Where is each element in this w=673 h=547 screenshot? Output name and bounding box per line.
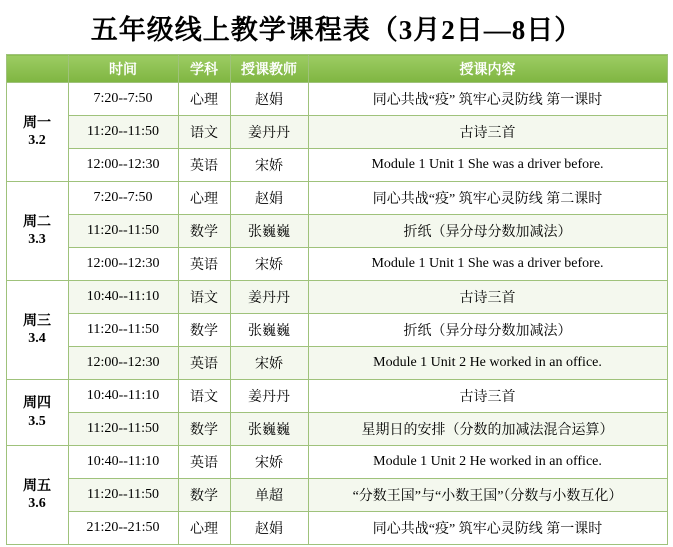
teacher-cell: 单超 [230, 479, 308, 512]
time-cell: 11:20--11:50 [68, 413, 178, 446]
table-row [6, 446, 667, 479]
time-cell: 12:00--12:30 [68, 248, 178, 281]
teacher-cell: 赵娟 [230, 512, 308, 545]
content-cell: 古诗三首 [308, 281, 667, 314]
teacher-cell: 赵娟 [230, 182, 308, 215]
time-cell: 7:20--7:50 [68, 83, 178, 116]
table-row [6, 380, 667, 413]
table-row [6, 281, 667, 314]
teacher-cell: 张巍巍 [230, 413, 308, 446]
content-cell: Module 1 Unit 1 She was a driver before. [308, 248, 667, 281]
teacher-cell: 宋娇 [230, 149, 308, 182]
content-cell: 折纸（异分母分数加减法） [308, 215, 667, 248]
day-cell-thursday [6, 380, 68, 446]
subject-cell: 数学 [178, 413, 230, 446]
day-cell-monday [6, 83, 68, 182]
time-cell: 11:20--11:50 [68, 479, 178, 512]
content-cell: Module 1 Unit 2 He worked in an office. [308, 446, 667, 479]
column-header-subject: 学科 [178, 55, 230, 83]
table-row [6, 248, 667, 281]
column-header-teacher: 授课教师 [230, 55, 308, 83]
day-cell-wednesday [6, 281, 68, 380]
teacher-cell: 张巍巍 [230, 314, 308, 347]
schedule-table [6, 54, 668, 545]
content-cell: “分数王国”与“小数王国”（分数与小数互化） [308, 479, 667, 512]
teacher-cell: 宋娇 [230, 347, 308, 380]
table-row [6, 347, 667, 380]
teacher-cell: 姜丹丹 [230, 380, 308, 413]
time-cell: 10:40--11:10 [68, 281, 178, 314]
column-header-day [6, 55, 68, 83]
content-cell: 同心共战“疫” 筑牢心灵防线 第一课时 [308, 83, 667, 116]
subject-cell: 数学 [178, 479, 230, 512]
subject-cell: 数学 [178, 314, 230, 347]
time-cell: 10:40--11:10 [68, 380, 178, 413]
column-header-time: 时间 [68, 55, 178, 83]
teacher-cell: 姜丹丹 [230, 116, 308, 149]
subject-cell: 英语 [178, 446, 230, 479]
content-cell: Module 1 Unit 2 He worked in an office. [308, 347, 667, 380]
time-cell: 11:20--11:50 [68, 116, 178, 149]
table-row [6, 215, 667, 248]
teacher-cell: 宋娇 [230, 446, 308, 479]
content-cell: Module 1 Unit 1 She was a driver before. [308, 149, 667, 182]
teacher-cell: 宋娇 [230, 248, 308, 281]
table-row [6, 149, 667, 182]
content-cell: 古诗三首 [308, 380, 667, 413]
time-cell: 12:00--12:30 [68, 149, 178, 182]
teacher-cell: 赵娟 [230, 83, 308, 116]
content-cell: 同心共战“疫” 筑牢心灵防线 第一课时 [308, 512, 667, 545]
content-cell: 折纸（异分母分数加减法） [308, 314, 667, 347]
subject-cell: 心理 [178, 512, 230, 545]
day-date: 3.2 [28, 133, 46, 148]
day-cell-friday [6, 446, 68, 545]
page-title: 五年级线上教学课程表（3月2日—8日） [90, 15, 583, 45]
subject-cell: 心理 [178, 182, 230, 215]
day-date: 3.6 [28, 496, 46, 511]
subject-cell: 语文 [178, 380, 230, 413]
day-date: 3.3 [28, 232, 46, 247]
table-body [6, 83, 667, 545]
day-date: 3.5 [28, 413, 46, 429]
day-cell-tuesday [6, 182, 68, 281]
time-cell: 11:20--11:50 [68, 314, 178, 347]
content-cell: 古诗三首 [308, 116, 667, 149]
table-row [6, 413, 667, 446]
day-name: 周五 [23, 478, 51, 494]
time-cell: 10:40--11:10 [68, 446, 178, 479]
subject-cell: 英语 [178, 248, 230, 281]
subject-cell: 英语 [178, 149, 230, 182]
time-cell: 12:00--12:30 [68, 347, 178, 380]
table-row [6, 116, 667, 149]
subject-cell: 心理 [178, 83, 230, 116]
table-row [6, 182, 667, 215]
teacher-cell: 张巍巍 [230, 215, 308, 248]
day-date: 3.4 [28, 331, 46, 346]
table-row [6, 83, 667, 116]
content-cell: 星期日的安排（分数的加减法混合运算） [308, 413, 667, 446]
subject-cell: 英语 [178, 347, 230, 380]
subject-cell: 语文 [178, 116, 230, 149]
time-cell: 11:20--11:50 [68, 215, 178, 248]
table-row [6, 314, 667, 347]
teacher-cell: 姜丹丹 [230, 281, 308, 314]
day-name: 周四 [23, 396, 51, 411]
day-name: 周一 [23, 115, 51, 131]
subject-cell: 数学 [178, 215, 230, 248]
time-cell: 21:20--21:50 [68, 512, 178, 545]
column-header-content: 授课内容 [308, 55, 667, 83]
day-name: 周二 [23, 214, 51, 230]
table-header [6, 55, 667, 83]
table-row [6, 479, 667, 512]
table-row [6, 512, 667, 545]
time-cell: 7:20--7:50 [68, 182, 178, 215]
subject-cell: 语文 [178, 281, 230, 314]
header-row [6, 55, 667, 83]
content-cell: 同心共战“疫” 筑牢心灵防线 第二课时 [308, 182, 667, 215]
day-name: 周三 [23, 313, 51, 329]
